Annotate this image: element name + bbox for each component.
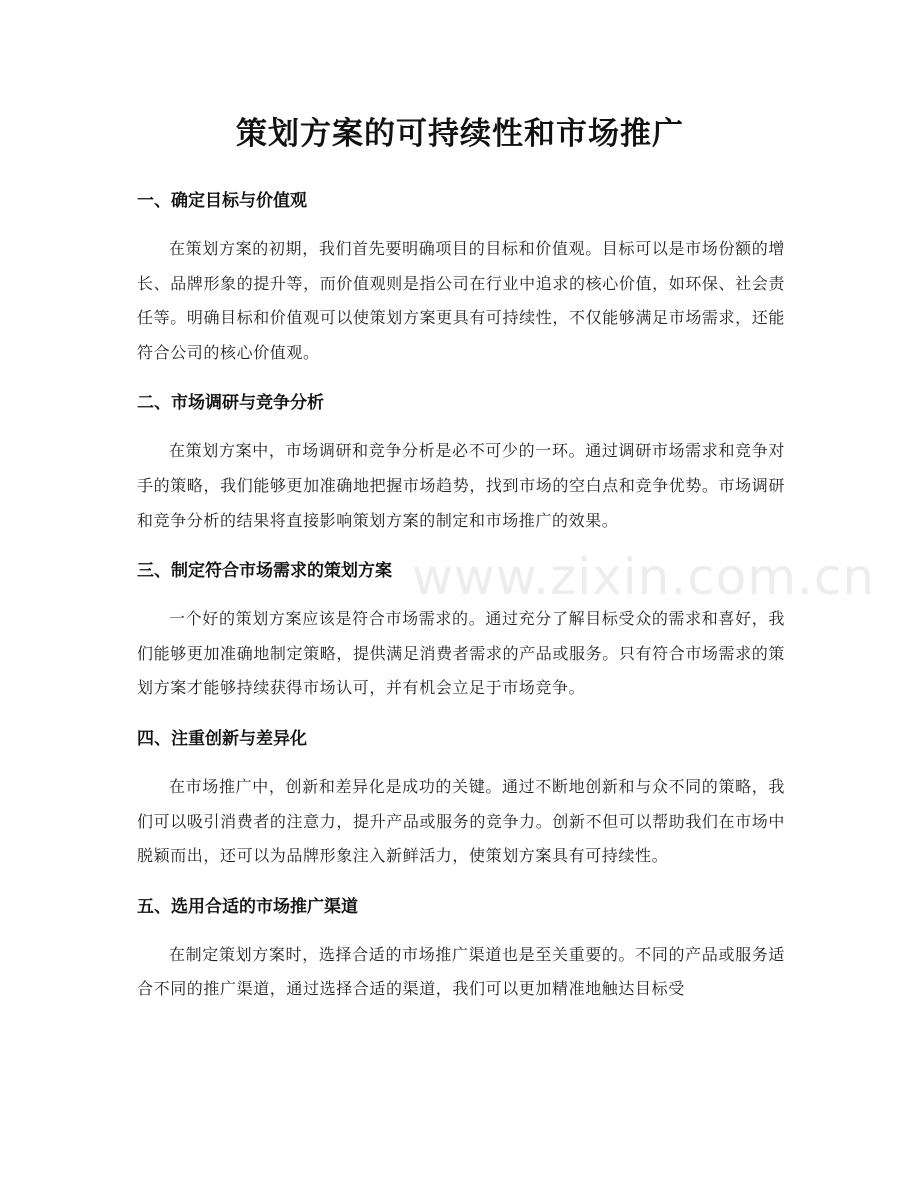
section-paragraph: 在市场推广中，创新和差异化是成功的关键。通过不断地创新和与众不同的策略，我们可以吸引消费者的注意力，提升产品或服务的竞争力。创新不但可以帮助我们在市场中脱颖而出，还可以为品牌形象注入新鲜活力，使策划方案具有可持续性。 <box>137 776 785 866</box>
section-heading: 四、注重创新与差异化 <box>137 728 307 749</box>
document-content <box>137 186 785 1025</box>
section-paragraph: 在策划方案中，市场调研和竞争分析是必不可少的一环。通过调研市场需求和竞争对手的策略，我们能够更加准确地把握市场趋势，找到市场的空白点和竞争优势。市场调研和竞争分析的结果将直接影响策划方案的制定和市场推广的效果。 <box>137 441 785 530</box>
section-paragraph: 在制定策划方案时，选择合适的市场推广渠道也是至关重要的。不同的产品或服务适合不同的推广渠道，通过选择合适的渠道，我们可以更加精准地触达目标受 <box>137 944 785 999</box>
section-heading: 三、制定符合市场需求的策划方案 <box>137 561 392 582</box>
section-heading: 二、市场调研与竞争分析 <box>137 393 324 414</box>
watermark: www.zixin.com.cn <box>412 548 876 606</box>
section-4 <box>137 724 785 874</box>
section-5 <box>137 892 785 1007</box>
section-1 <box>137 186 785 370</box>
section-2 <box>137 388 785 538</box>
section-paragraph: 一个好的策划方案应该是符合市场需求的。通过充分了解目标受众的需求和喜好，我们能够更加准确地制定策略，提供满足消费者需求的产品或服务。只有符合市场需求的策划方案才能够持续获得市场认可，并有机会立足于市场竞争。 <box>137 609 785 698</box>
document-title: 策划方案的可持续性和市场推广 <box>236 116 684 152</box>
section-heading: 五、选用合适的市场推广渠道 <box>137 896 358 917</box>
section-heading: 一、确定目标与价值观 <box>137 191 307 211</box>
section-paragraph: 在策划方案的初期，我们首先要明确项目的目标和价值观。目标可以是市场份额的增长、品牌形象的提升等，而价值观则是指公司在行业中追求的核心价值，如环保、社会责任等。明确目标和价值观可以使策划方案更具有可持续性，不仅能够满足市场需求，还能符合公司的核心价值观。 <box>137 239 785 362</box>
section-3 <box>137 556 785 706</box>
